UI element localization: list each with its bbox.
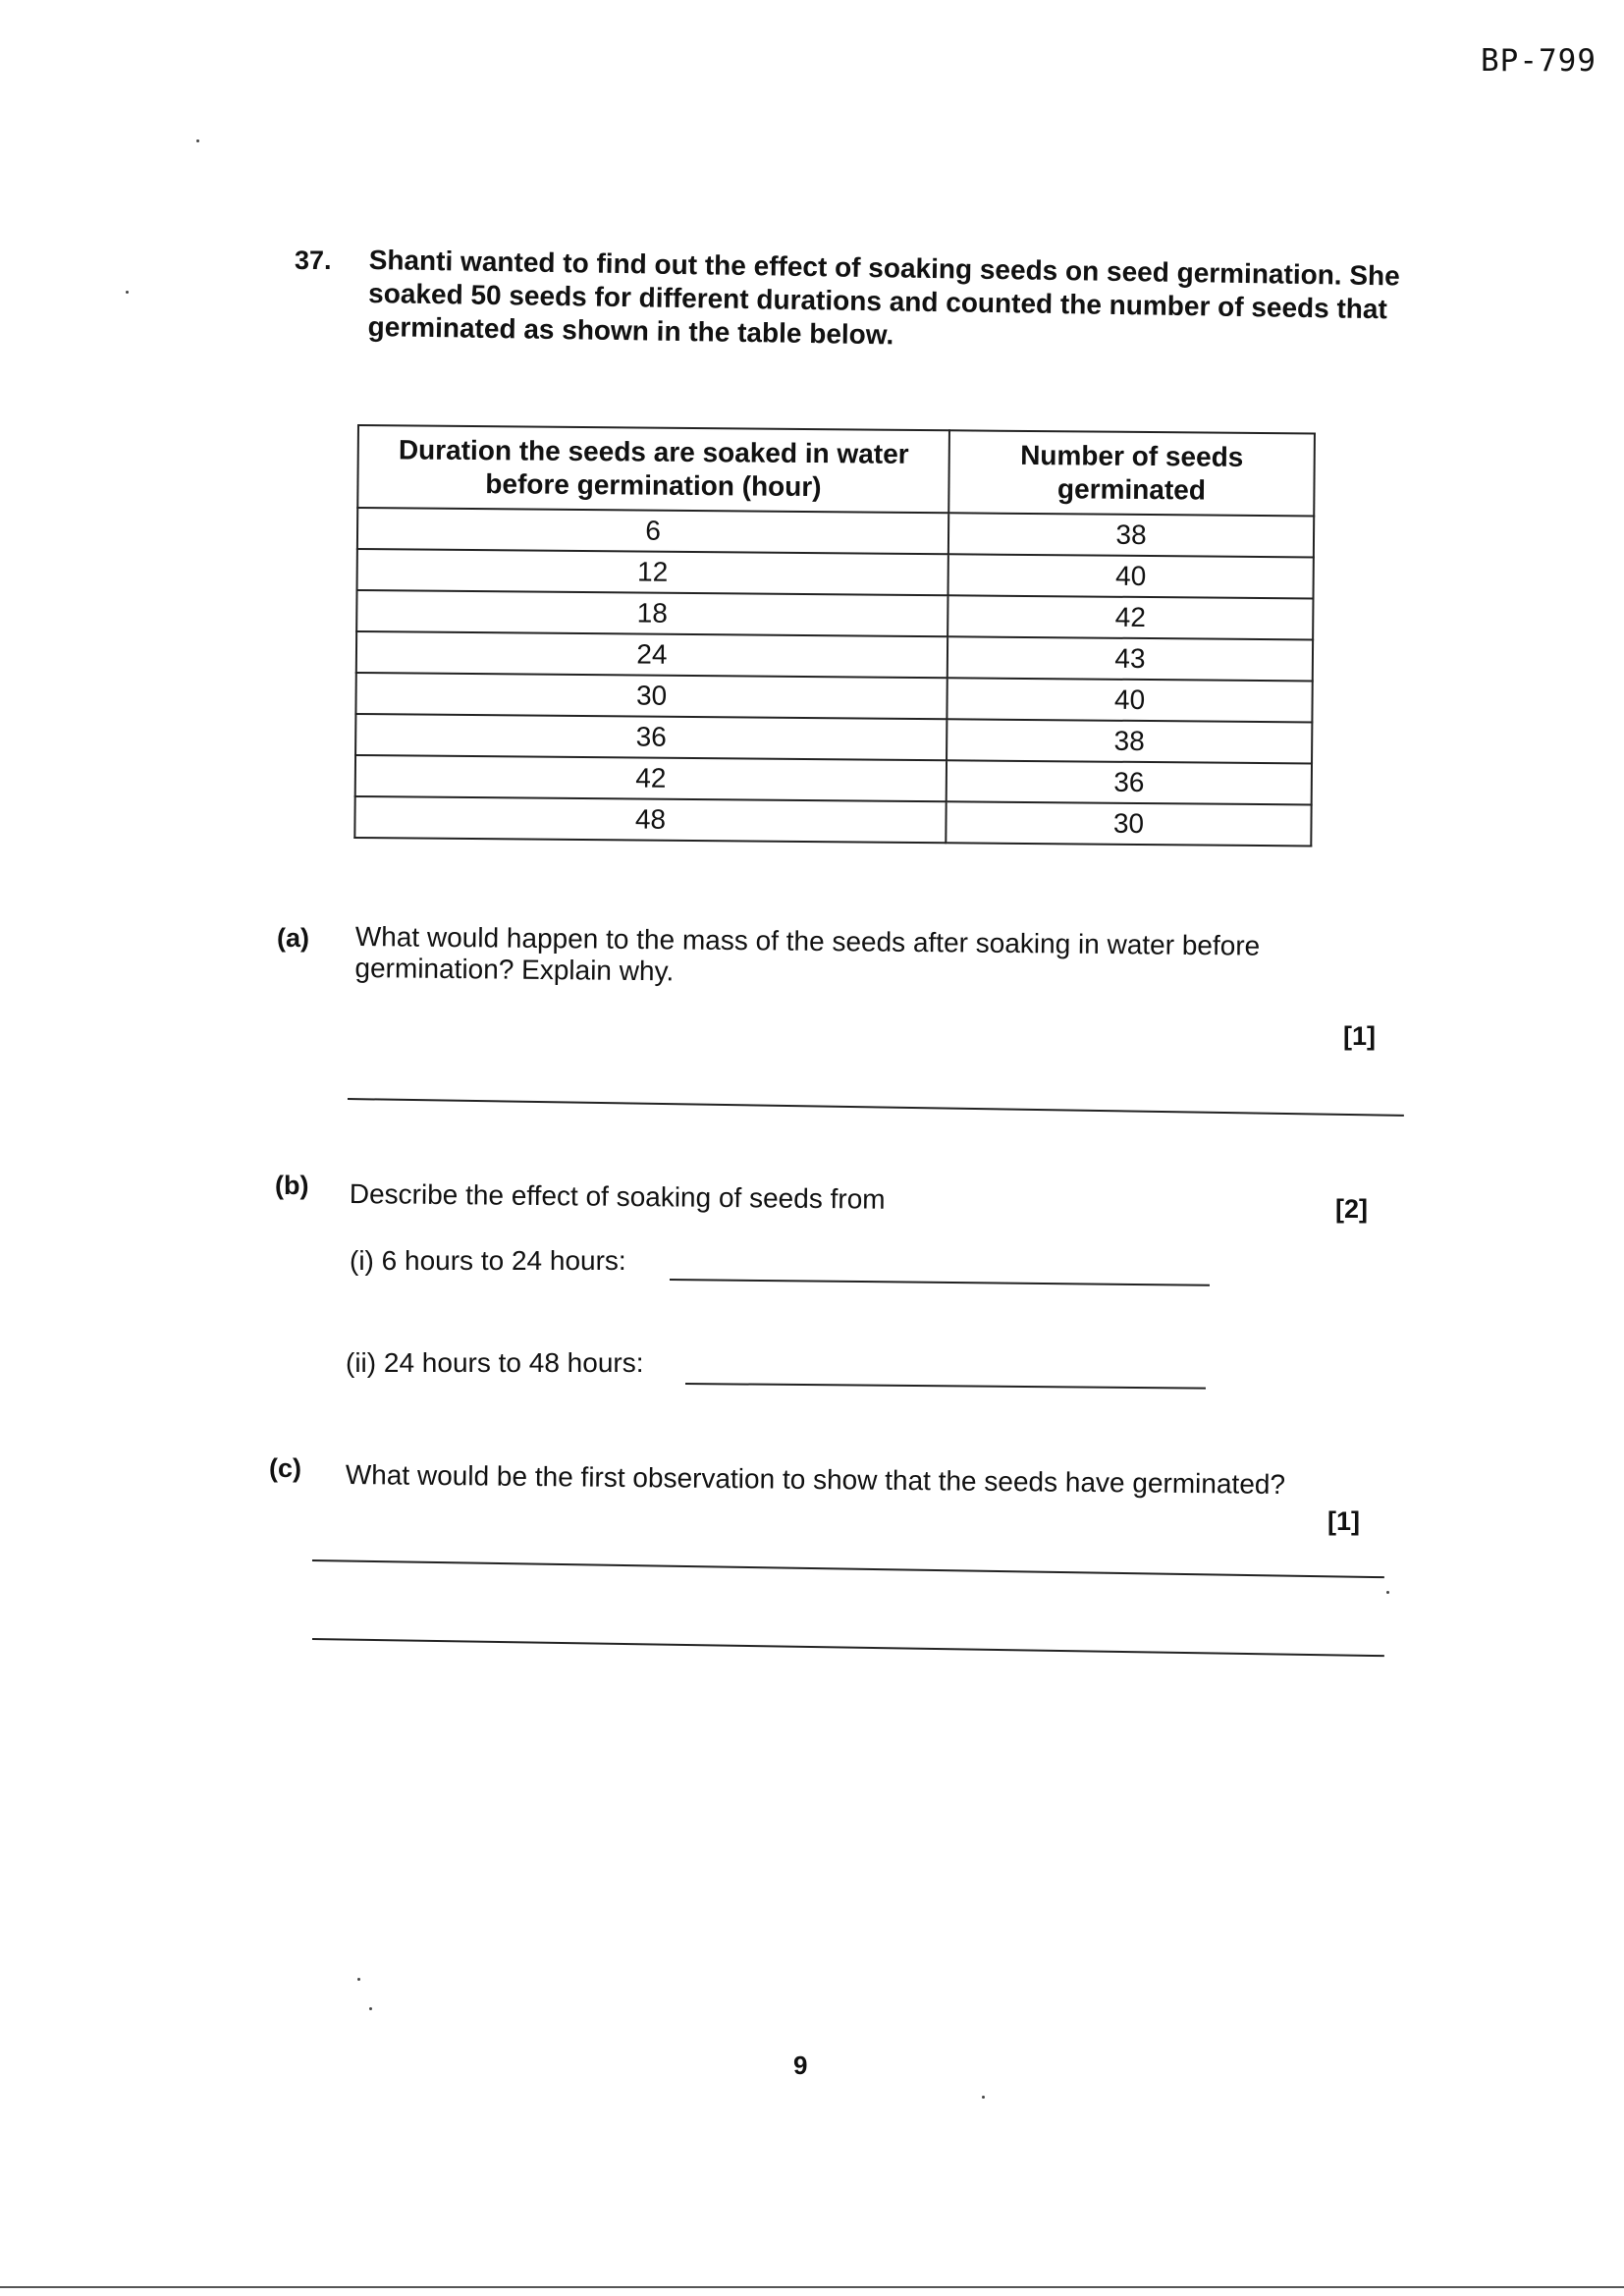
part-b-text: Describe the effect of soaking of seeds from	[349, 1178, 886, 1215]
table-cell: 30	[946, 801, 1311, 846]
part-b-marks: [2]	[1335, 1194, 1368, 1224]
table-cell: 38	[948, 513, 1314, 557]
scan-speck	[196, 139, 199, 142]
answer-line-a[interactable]	[348, 1098, 1404, 1117]
table-cell: 12	[357, 549, 948, 595]
part-a-marks: [1]	[1343, 1021, 1376, 1051]
table-cell: 18	[356, 590, 947, 636]
table-header-row	[357, 425, 1315, 516]
table-cell: 40	[947, 678, 1312, 722]
question-stem: Shanti wanted to find out the effect of soaking seeds on seed germination. She soaked 50 seeds for different durations and counted the number of seeds that germinated as shown in the table below.	[367, 244, 1400, 351]
answer-line-b-i[interactable]	[670, 1279, 1210, 1286]
scan-speck	[982, 2096, 985, 2099]
table-row	[354, 796, 1311, 846]
part-c-text: What would be the first observation to show that the seeds have germinated?	[345, 1459, 1286, 1501]
answer-line-c-1[interactable]	[312, 1559, 1384, 1578]
table-cell: 36	[355, 714, 947, 760]
part-b-label: (b)	[275, 1171, 309, 1200]
table-cell: 38	[947, 719, 1312, 763]
part-c-marks: [1]	[1327, 1506, 1360, 1536]
scan-speck	[357, 1978, 360, 1981]
scan-speck	[126, 291, 129, 294]
part-a-label: (a)	[277, 923, 309, 953]
part-b-sub-i: (i) 6 hours to 24 hours:	[350, 1245, 626, 1276]
scan-speck	[369, 2007, 372, 2010]
page-number: 9	[793, 2050, 808, 2080]
part-a-text: What would happen to the mass of the seeds after soaking in water before germination? Explain why.	[354, 921, 1261, 987]
answer-line-c-2[interactable]	[312, 1638, 1384, 1657]
bottom-rule	[0, 2286, 1624, 2288]
part-b-sub-ii: (ii) 24 hours to 48 hours:	[346, 1347, 644, 1378]
data-table	[353, 424, 1316, 847]
page-code: BP-799	[1481, 43, 1597, 79]
question-number: 37.	[295, 246, 332, 275]
table-cell: 6	[357, 508, 948, 554]
table-cell: 40	[948, 554, 1314, 598]
table-cell: 24	[356, 631, 947, 678]
part-c-label: (c)	[269, 1453, 301, 1483]
table-cell: 42	[947, 595, 1313, 639]
scan-speck	[1386, 1591, 1389, 1594]
table-cell: 36	[947, 760, 1312, 804]
table-header-seeds: Number of seeds germinated	[948, 430, 1315, 516]
answer-line-b-ii[interactable]	[685, 1383, 1206, 1390]
table-cell: 48	[354, 796, 946, 843]
table-cell: 43	[947, 636, 1313, 681]
table-cell: 30	[355, 673, 947, 719]
table-header-duration: Duration the seeds are soaked in water before germination (hour)	[357, 425, 949, 513]
table-cell: 42	[355, 755, 947, 801]
